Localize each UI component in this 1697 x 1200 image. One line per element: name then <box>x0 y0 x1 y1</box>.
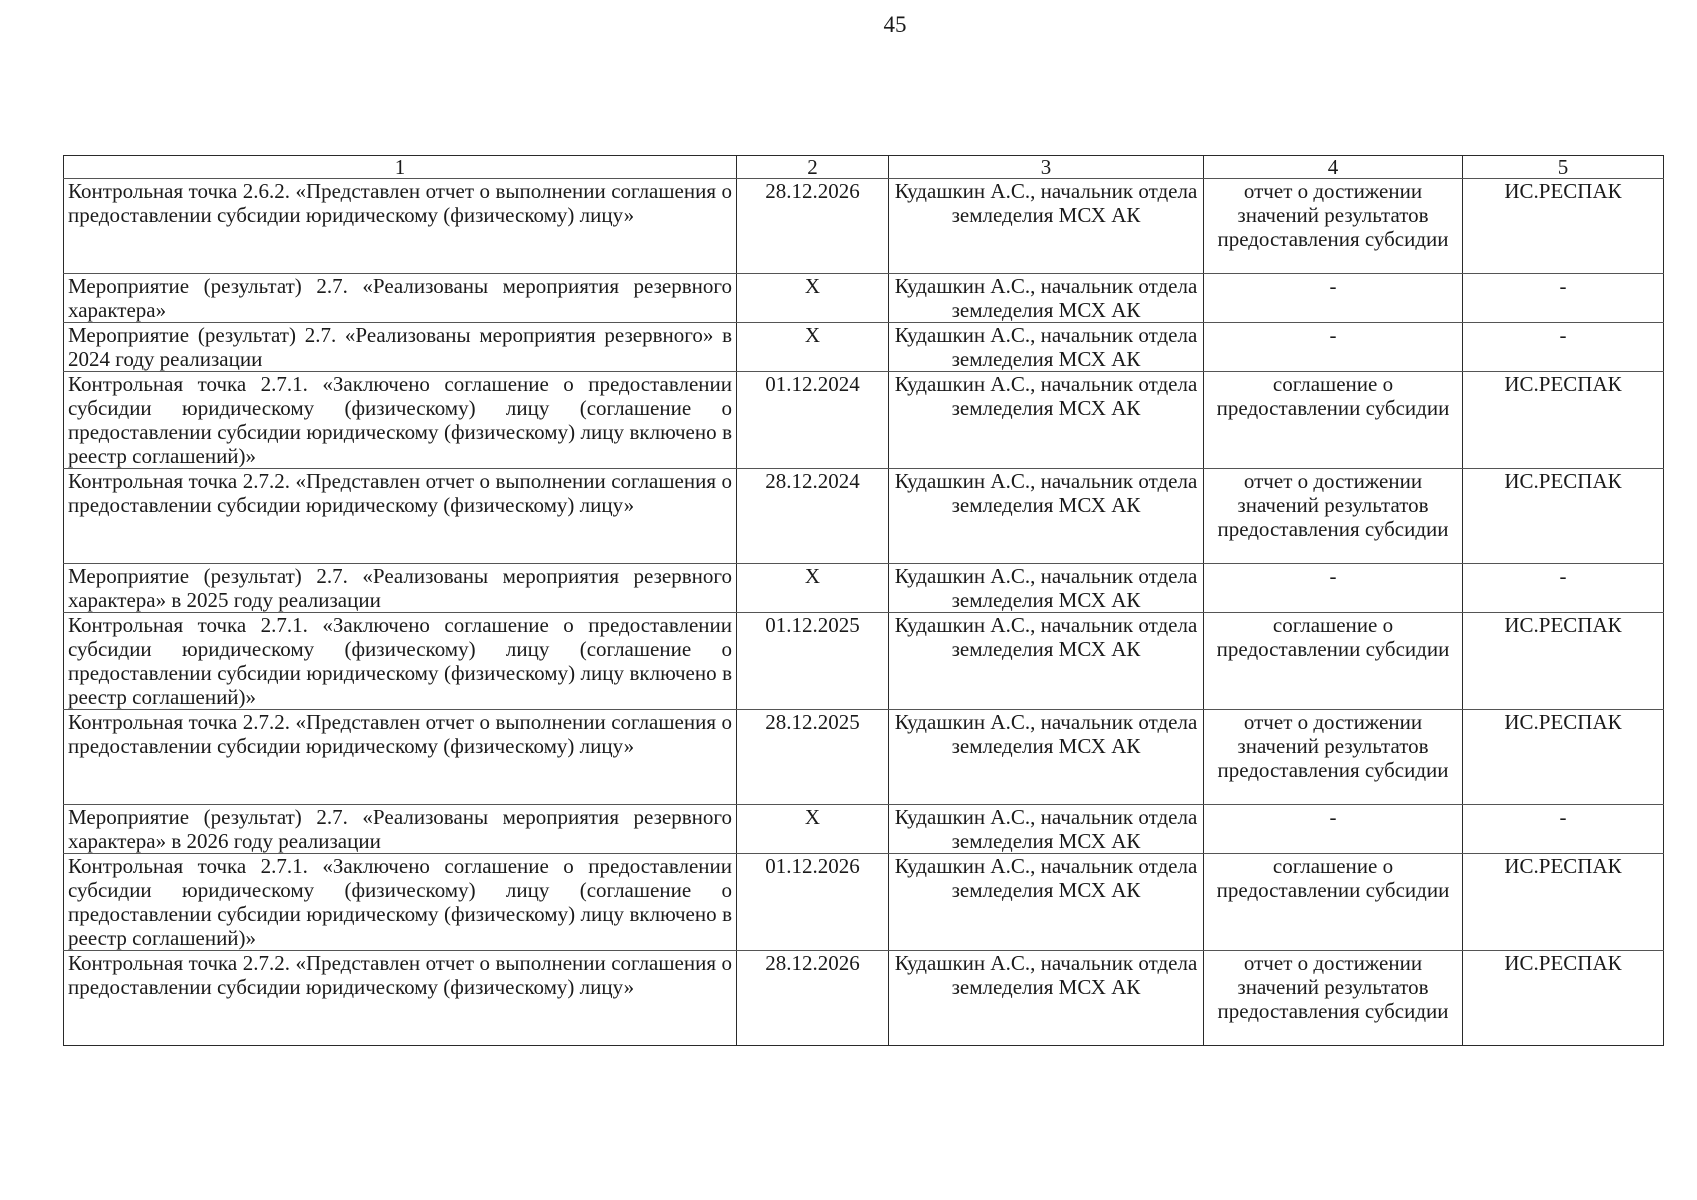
row-document-cell: - <box>1204 564 1463 613</box>
row-date-cell: 01.12.2026 <box>737 854 889 951</box>
row-document-cell: отчет о достижении значений результатов предоставления субсидии <box>1204 951 1463 1046</box>
row-name-cell: Контрольная точка 2.7.1. «Заключено соглашение о предоставлении субсидии юридическому (физическому) лицу (соглашение о предоставлении субсидии юридическому (физическому) лицу включено в реестр соглашений)» <box>64 613 737 710</box>
column-header-4: 4 <box>1204 156 1463 179</box>
row-name-cell: Мероприятие (результат) 2.7. «Реализованы мероприятия резервного характера» в 2026 году реализации <box>64 805 737 854</box>
row-system-cell: ИС.РЕСПАК <box>1463 469 1664 564</box>
row-date-cell: 28.12.2024 <box>737 469 889 564</box>
table-row <box>64 805 1664 854</box>
table-row <box>64 951 1664 1046</box>
row-name-cell: Контрольная точка 2.7.2. «Представлен отчет о выполнении соглашения о предоставлении субсидии юридическому (физическому) лицу» <box>64 951 737 1046</box>
table-row <box>64 613 1664 710</box>
row-document-cell: - <box>1204 805 1463 854</box>
table-row <box>64 372 1664 469</box>
control-points-table <box>63 155 1664 1046</box>
table-row <box>64 469 1664 564</box>
row-date-cell: 28.12.2026 <box>737 951 889 1046</box>
row-responsible-cell: Кудашкин А.С., начальник отдела земледелия МСХ АК <box>889 564 1204 613</box>
row-date-cell: X <box>737 564 889 613</box>
row-date-cell: X <box>737 805 889 854</box>
row-system-cell: ИС.РЕСПАК <box>1463 710 1664 805</box>
row-responsible-cell: Кудашкин А.С., начальник отдела земледелия МСХ АК <box>889 710 1204 805</box>
row-name-cell: Мероприятие (результат) 2.7. «Реализованы мероприятия резервного» в 2024 году реализации <box>64 323 737 372</box>
header-row <box>64 156 1664 179</box>
row-date-cell: X <box>737 274 889 323</box>
table-row <box>64 274 1664 323</box>
row-responsible-cell: Кудашкин А.С., начальник отдела земледелия МСХ АК <box>889 469 1204 564</box>
row-responsible-cell: Кудашкин А.С., начальник отдела земледелия МСХ АК <box>889 854 1204 951</box>
column-header-1: 1 <box>64 156 737 179</box>
row-date-cell: X <box>737 323 889 372</box>
table-row <box>64 564 1664 613</box>
row-date-cell: 28.12.2025 <box>737 710 889 805</box>
row-name-cell: Контрольная точка 2.7.1. «Заключено соглашение о предоставлении субсидии юридическому (физическому) лицу (соглашение о предоставлении субсидии юридическому (физическому) лицу включено в реестр соглашений)» <box>64 372 737 469</box>
row-document-cell: соглашение о предоставлении субсидии <box>1204 613 1463 710</box>
row-document-cell: отчет о достижении значений результатов предоставления субсидии <box>1204 179 1463 274</box>
row-system-cell: - <box>1463 564 1664 613</box>
row-document-cell: соглашение о предоставлении субсидии <box>1204 372 1463 469</box>
row-responsible-cell: Кудашкин А.С., начальник отдела земледелия МСХ АК <box>889 274 1204 323</box>
row-system-cell: ИС.РЕСПАК <box>1463 372 1664 469</box>
row-system-cell: - <box>1463 805 1664 854</box>
row-system-cell: ИС.РЕСПАК <box>1463 854 1664 951</box>
row-system-cell: - <box>1463 274 1664 323</box>
row-name-cell: Мероприятие (результат) 2.7. «Реализованы мероприятия резервного характера» в 2025 году реализации <box>64 564 737 613</box>
column-header-5: 5 <box>1463 156 1664 179</box>
table-row <box>64 854 1664 951</box>
row-document-cell: - <box>1204 274 1463 323</box>
row-name-cell: Контрольная точка 2.7.2. «Представлен отчет о выполнении соглашения о предоставлении субсидии юридическому (физическому) лицу» <box>64 710 737 805</box>
table-row <box>64 179 1664 274</box>
column-header-3: 3 <box>889 156 1204 179</box>
row-document-cell: отчет о достижении значений результатов предоставления субсидии <box>1204 710 1463 805</box>
row-responsible-cell: Кудашкин А.С., начальник отдела земледелия МСХ АК <box>889 805 1204 854</box>
column-header-2: 2 <box>737 156 889 179</box>
row-system-cell: ИС.РЕСПАК <box>1463 613 1664 710</box>
row-responsible-cell: Кудашкин А.С., начальник отдела земледелия МСХ АК <box>889 372 1204 469</box>
row-date-cell: 01.12.2024 <box>737 372 889 469</box>
row-system-cell: ИС.РЕСПАК <box>1463 951 1664 1046</box>
row-date-cell: 28.12.2026 <box>737 179 889 274</box>
row-document-cell: - <box>1204 323 1463 372</box>
row-responsible-cell: Кудашкин А.С., начальник отдела земледелия МСХ АК <box>889 613 1204 710</box>
row-name-cell: Мероприятие (результат) 2.7. «Реализованы мероприятия резервного характера» <box>64 274 737 323</box>
table-row <box>64 323 1664 372</box>
row-document-cell: отчет о достижении значений результатов предоставления субсидии <box>1204 469 1463 564</box>
row-responsible-cell: Кудашкин А.С., начальник отдела земледелия МСХ АК <box>889 179 1204 274</box>
row-name-cell: Контрольная точка 2.7.2. «Представлен отчет о выполнении соглашения о предоставлении субсидии юридическому (физическому) лицу» <box>64 469 737 564</box>
row-document-cell: соглашение о предоставлении субсидии <box>1204 854 1463 951</box>
row-name-cell: Контрольная точка 2.6.2. «Представлен отчет о выполнении соглашения о предоставлении субсидии юридическому (физическому) лицу» <box>64 179 737 274</box>
row-system-cell: - <box>1463 323 1664 372</box>
page-number: 45 <box>883 12 907 37</box>
row-responsible-cell: Кудашкин А.С., начальник отдела земледелия МСХ АК <box>889 951 1204 1046</box>
row-system-cell: ИС.РЕСПАК <box>1463 179 1664 274</box>
row-date-cell: 01.12.2025 <box>737 613 889 710</box>
row-responsible-cell: Кудашкин А.С., начальник отдела земледелия МСХ АК <box>889 323 1204 372</box>
table-row <box>64 710 1664 805</box>
row-name-cell: Контрольная точка 2.7.1. «Заключено соглашение о предоставлении субсидии юридическому (физическому) лицу (соглашение о предоставлении субсидии юридическому (физическому) лицу включено в реестр соглашений)» <box>64 854 737 951</box>
